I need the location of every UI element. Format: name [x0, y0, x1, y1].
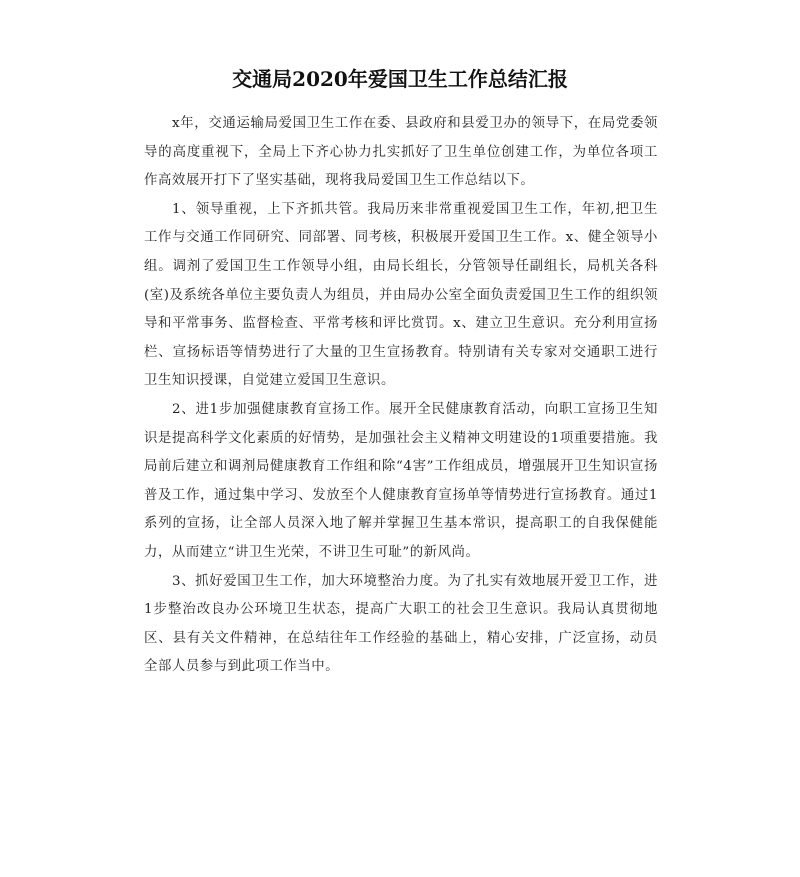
- paragraph-health-education: 2、进1步加强健康教育宣扬工作。展开全民健康教育活动，向职工宣扬卫生知识是提高科学文化素质的好情势，是加强社会主义精神文明建设的1项重要措施。我局前后建立和调剂局健康教育工作组和除“4害”工作组成员，增强展开卫生知识宣扬普及工作，通过集中学习、发放至个人健康教育宣扬单等情势进行宣扬教育。通过1系列的宣扬，让全部人员深入地了解并掌握卫生基本常识，提高职工的自我保健能力，从而建立“讲卫生光荣，不讲卫生可耻”的新风尚。: [144, 401, 658, 560]
- paragraph-intro: x年，交通运输局爱国卫生工作在委、县政府和县爱卫办的领导下，在局党委领导的高度重视下，全局上下齐心协力扎实抓好了卫生单位创建工作，为单位各项工作高效展开打下了坚实基础，现将我局爱国卫生工作总结以下。: [144, 116, 658, 189]
- document-title: 交通局2020年爱国卫生工作总结汇报: [232, 67, 568, 92]
- paragraph-leadership: 1、领导重视，上下齐抓共管。我局历来非常重视爱国卫生工作，年初,把卫生工作与交通工作同研究、同部署、同考核，积极展开爱国卫生工作。x、健全领导小组。调剂了爱国卫生工作领导小组，由局长组长，分管领导任副组长，局机关各科(室)及系统各单位主要负责人为组员，并由局办公室全面负责爱国卫生工作的组织领导和平常事务、监督检查、平常考核和评比赏罚。x、建立卫生意识。充分利用宣扬栏、宣扬标语等情势进行了大量的卫生宣扬教育。特别请有关专家对交通职工进行卫生知识授课，自觉建立爱国卫生意识。: [144, 201, 658, 389]
- paragraph-environment: 3、抓好爱国卫生工作，加大环境整治力度。为了扎实有效地展开爱卫工作，进1步整治改良办公环境卫生状态，提高广大职工的社会卫生意识。我局认真贯彻地区、县有关文件精神，在总结往年工作经验的基础上，精心安排，广泛宣扬，动员全部人员参与到此项工作当中。: [144, 573, 658, 675]
- document-body: [144, 110, 658, 682]
